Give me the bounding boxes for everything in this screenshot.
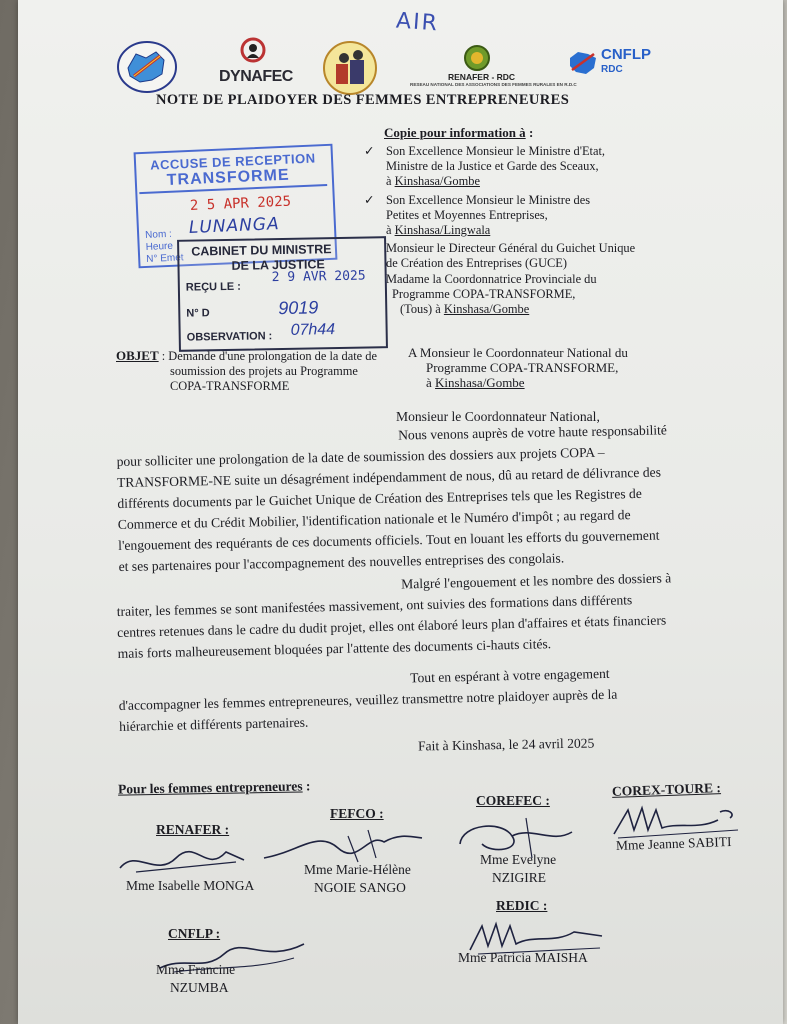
addressee-line1: A Monsieur le Coordonnateur National du: [408, 345, 628, 360]
copie-recipient-4: [386, 272, 597, 317]
stamp1-nom: Nom :: [144, 228, 173, 241]
p3-line-1: Tout en espérant à votre engagement: [409, 665, 610, 686]
recipient-4-line1: Madame la Coordonnatrice Provinciale du: [386, 272, 597, 286]
p1-line-4: différents documents par le Guichet Unique de Création des Entreprises tels que les Registres de: [117, 485, 642, 511]
paragraph-3: [118, 663, 618, 737]
sig-org-fefco: FEFCO :: [330, 806, 384, 821]
objet-label: OBJET: [116, 348, 159, 363]
rdc-emblem-icon: [116, 40, 178, 99]
stamp1-title1: ACCUSE DE RECEPTION: [149, 150, 316, 173]
p2-line-2: traiter, les femmes se sont manifestées massivement, ont suivies des formations dans différents: [116, 592, 633, 619]
cabinet-stamp: [177, 236, 388, 352]
sig-org-renafer: RENAFER :: [156, 822, 230, 837]
stamp1-emetteur: N° Emet: [146, 252, 184, 265]
stamp2-recu-label: REÇU LE :: [185, 280, 241, 294]
salutation: Monsieur le Coordonnateur National,: [396, 409, 600, 424]
sig-org-cnflp: CNFLP :: [168, 926, 221, 941]
objet-block: [116, 348, 377, 394]
sig-name-cnflp-1: Mme Francine: [156, 962, 236, 977]
sig-name-corefec-1: Mme Evelyne: [480, 852, 557, 867]
objet-line3: COPA-TRANSFORME: [170, 379, 290, 393]
sig-org-redic: REDIC :: [496, 898, 548, 913]
stamp1-title2: TRANSFORME: [166, 166, 290, 189]
cnflp-logo-text: CNFLP: [601, 46, 651, 63]
addressee-block: [408, 345, 628, 390]
stamp2-n-label: N° D: [186, 307, 210, 320]
copie-recipient-3: [386, 241, 635, 271]
p2-line-1: Malgré l'engouement et les nombre des dossiers à: [400, 570, 672, 592]
sig-name-corex: Mme Jeanne SABITI: [615, 833, 732, 854]
p2-line-3: centres retenues dans le cadre du dudit projet, elles ont élaboré leurs plan d'affaires et états financiers: [117, 612, 667, 640]
recipient-1-line2: Ministre de la Justice et Garde des Sceaux,: [386, 159, 599, 173]
p3-line-2: d'accompagner les femmes entrepreneures, veuillez transmettre notre plaidoyer auprès de la: [118, 686, 618, 713]
renafer-subtitle: RESEAU NATIONAL DES ASSOCIATIONS DES FEMMES RURALES EN R.D.C: [410, 82, 577, 87]
recipient-4-line2: Programme COPA-TRANSFORME,: [392, 287, 576, 301]
date-line: Fait à Kinshasa, le 24 avril 2025: [417, 735, 595, 754]
p1-line-3: TRANSFORME-NE suite un désagrément indépendamment de nous, dû au retard de délivrance des: [116, 464, 662, 490]
stamp2-recu-date: 2 9 AVR 2025: [271, 268, 366, 286]
recipient-3-line2: de Création des Entreprises (GUCE): [386, 256, 567, 270]
recipient-4-prefix: (Tous) à: [400, 302, 441, 316]
dynafec-logo-text: DYNAFEC: [219, 68, 293, 85]
stamp2-obs-label: OBSERVATION :: [186, 330, 273, 344]
p1-line-6: l'engouement des requérants de ces documents officiels. Tout en louant les efforts du gouvernement: [118, 527, 660, 553]
sig-name-renafer: Mme Isabelle MONGA: [126, 878, 255, 893]
recipient-1-line1: Son Excellence Monsieur le Ministre d'Etat,: [386, 144, 606, 158]
stamp1-heure: Heure: [145, 240, 174, 253]
recipient-2-place: Kinshasa/Lingwala: [394, 223, 491, 237]
addressee-place: Kinshasa/Gombe: [435, 375, 525, 390]
p2-line-4: mais forts malheureusement bloquées par l'attente des documents ci-hauts cités.: [117, 636, 552, 661]
stamp1-handwritten-name: LUNANGA: [188, 214, 281, 239]
objet-line2: soumission des projets au Programme: [170, 364, 358, 378]
addressee-line2: Programme COPA-TRANSFORME,: [426, 360, 619, 375]
stamp2-obs-value: 07h44: [290, 321, 336, 339]
paragraph-2: [116, 567, 673, 664]
p1-line-1: Nous venons auprès de votre haute responsabilité: [398, 422, 668, 443]
stamp2-n-value: 9019: [278, 297, 319, 319]
sig-name-corefec-2: NZIGIRE: [492, 870, 546, 885]
addressee-prefix: à: [426, 375, 432, 390]
rdc-logo-text: RDC: [601, 64, 623, 75]
stamp1-date: 2 5 APR 2025: [189, 193, 292, 214]
handwritten-mark: AIR: [395, 8, 440, 37]
sig-org-corex: COREX-TOURE :: [611, 780, 722, 799]
p3-line-3: hiérarchie et différents partenaires.: [119, 714, 309, 734]
objet-line1: : Demande d'une prolongation de la date de: [161, 349, 377, 363]
recipient-2-line2: Petites et Moyennes Entreprises,: [386, 208, 548, 222]
document-title: NOTE DE PLAIDOYER DES FEMMES ENTREPRENEURES: [156, 92, 570, 108]
p1-line-5: Commerce et du Crédit Mobilier, l'identification nationale et le Numéro d'impôt ; au regard de: [117, 507, 631, 532]
copie-heading-text: Copie pour information à: [384, 125, 526, 140]
sig-name-fefco-2: NGOIE SANGO: [314, 880, 406, 895]
sig-name-cnflp-2: NZUMBA: [170, 980, 229, 995]
recipient-3-line1: Monsieur le Directeur Général du Guichet Unique: [386, 241, 636, 255]
paragraph-1: [116, 419, 670, 577]
sig-org-corefec: COREFEC :: [476, 793, 550, 808]
signatures-heading: Pour les femmes entrepreneures :: [117, 778, 311, 797]
sig-name-fefco-1: Mme Marie-Hélène: [304, 862, 411, 877]
recipient-1-place: Kinshasa/Gombe: [394, 174, 480, 188]
copie-heading: Copie pour information à :: [384, 125, 534, 140]
signature-renafer: [116, 838, 256, 880]
stamp2-line2: DE LA JUSTICE: [231, 257, 325, 273]
stamp2-line1: CABINET DU MINISTRE: [191, 242, 332, 259]
recipient-2-line1: Son Excellence Monsieur le Ministre des: [386, 193, 591, 207]
sig-name-redic: Mme Patricia MAISHA: [458, 950, 588, 965]
cnflp-map-icon: [566, 48, 600, 81]
p1-line-7: et ses partenaires pour l'accompagnement des nouvelles entreprises des congolais.: [118, 550, 565, 574]
paper-sheet: DYNAFEC RENAFER - RDC RESEAU NATIONAL DES ASSOCIATIONS DES FEMMES RURALES EN R.D.C CNFLP RDC AIR NOTE DE PLAIDOYER DES FEMMES ENTREPRENEURES Copie pour information à : ✓ Son Excellence Monsieur le Ministre d'Etat, Ministre de la Justice et Garde des Sceaux, à Kinshasa/Gombe ✓ Son Excellence Monsieur le Ministre des Petites et Moyennes Entreprises, à Kinshasa/Lingwala Monsieur le Directeur Général du Guichet Unique de Création des Entreprises (GUCE) Madame la Coordonnatrice Provinciale du Programme COPA-TRANSFORME, (Tous) à Kinshasa/Gombe ACCUSE DE RECEPTION TRANSFORME 2 5 APR 2025 Nom : Heure N° Emet LUNANGA CABINET DU MINISTRE DE LA JUSTICE REÇU LE : 2 9 AVR 2025 N° D 9019 OBSERVATION : 07h44 OBJET : Demande d'une prolongation de la date de soumission des projets au Programme COPA-TRANSFORME A Monsieur le Coordonnateur National du Programme COPA-TRANSFORME, à Kinshasa/Gombe Monsieur le Coordonnateur National, Nous venons auprès de votre haute responsabilité pour solliciter une prolongation de la date de soumission des dossiers aux projets COPA – TRANSFORME-NE suite un désagrément indépendamment de nous, dû au retard de délivrance des différents documents par le Guichet Unique de Création des Entreprises tels que les Registres de Commerce et du Crédit Mobilier, l'identification nationale et le Numéro d'impôt ; au regard de l'engouement des requérants de ces documents officiels. Tout en louant les efforts du gouvernement et ses partenaires pour l'accompagnement des nouvelles entreprises des congolais. Malgré l'engouement et les nombre des dossiers à traiter, les femmes se sont manifestées massivement, ont suivies des formations dans différents centres retenues dans le cadre du dudit projet, elles ont élaboré leurs plan d'affaires et états financiers mais forts malheureusement bloquées par l'attente des documents ci-hauts cités. Tout en espérant à votre engagement d'accompagner les femmes entrepreneures, veuillez transmettre notre plaidoyer auprès de la hiérarchie et différents partenaires. Fait à Kinshasa, le 24 avril 2025 Pour les femmes entrepreneures : RENAFER : Mme Isabelle MONGA FEFCO : Mme Marie-Hélène NGOIE SANGO COREFEC : Mme Evelyne NZIGIRE COREX-TOURE : Mme Jeanne SABITI CNFLP : Mme Francine NZUMBA REDIC : Mme Patricia MAISHA: [18, 0, 783, 1024]
recipient-4-place: Kinshasa/Gombe: [443, 302, 530, 316]
p1-line-2: pour solliciter une prolongation de la date de soumission des dossiers aux projets COPA –: [116, 444, 605, 469]
signatures-heading-text: Pour les femmes entrepreneures: [117, 778, 303, 797]
renafer-logo-text: RENAFER - RDC: [448, 72, 516, 82]
